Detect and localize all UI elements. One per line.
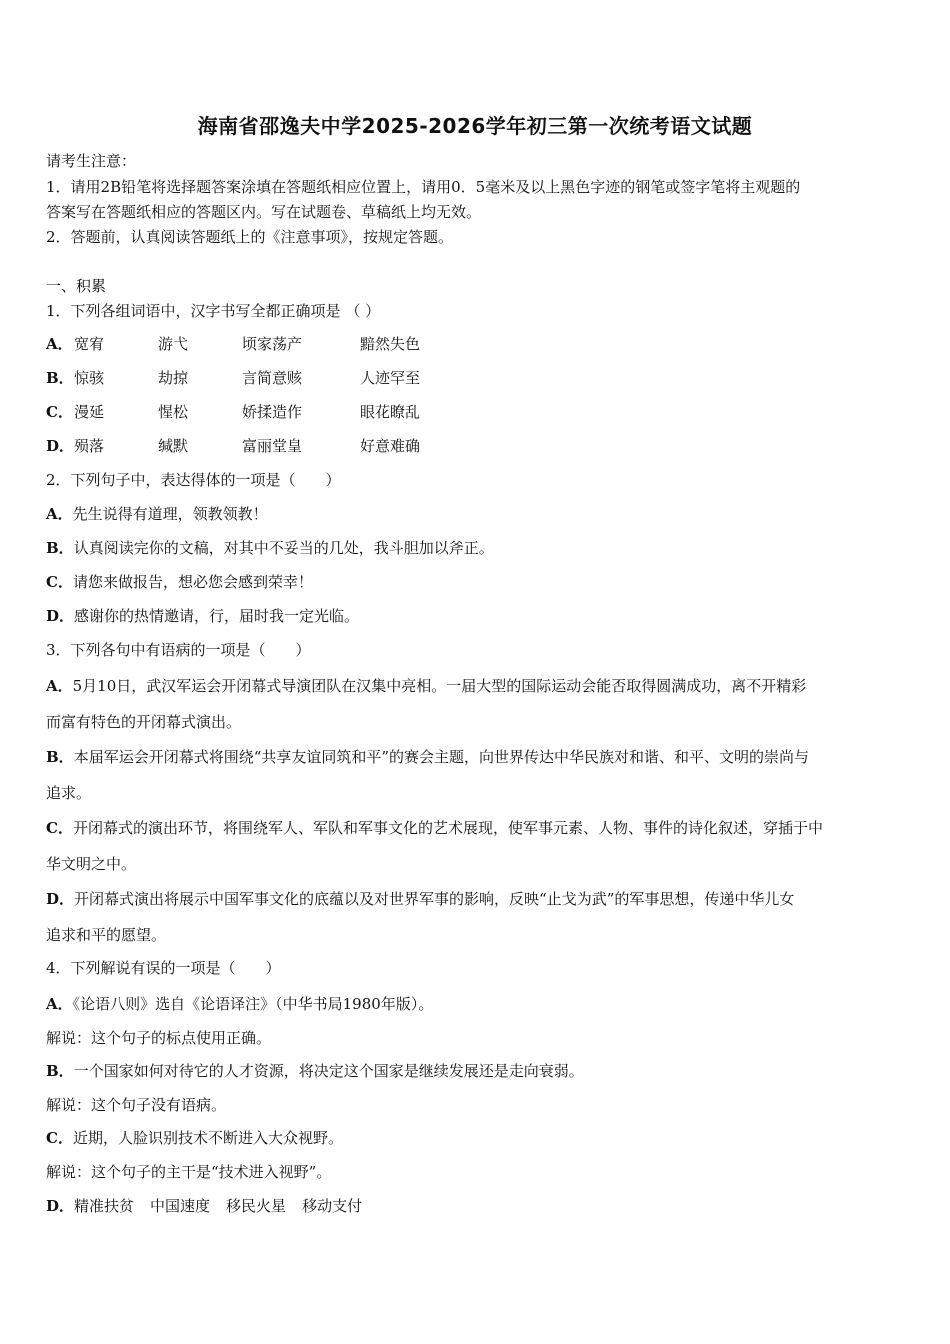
q4-option-b [46, 1061, 584, 1081]
word: 惺松 [158, 403, 189, 421]
notice-item-1-line-1: 1．请用2B铅笔将选择题答案涂填在答题纸相应位置上，请用0．5毫米及以上黑色字迹的钢笔或签字笔将主观题的 [46, 178, 801, 196]
option-text: 本届军运会开闭幕式将围绕“共享友谊同筑和平”的赛会主题，向世界传达中华民族对和谐、和平、文明的崇尚与 [73, 748, 810, 766]
word: 宽宥 [74, 335, 105, 353]
option-letter: B． [46, 1062, 74, 1080]
word: 娇揉造作 [242, 403, 303, 421]
q2-option-a [46, 504, 268, 524]
section-heading: 一、积累 [46, 277, 107, 295]
word: 精准扶贫 [74, 1197, 135, 1215]
word: 游弋 [158, 335, 189, 353]
word: 劫掠 [158, 369, 189, 387]
q3-option-b-line-1 [46, 747, 809, 767]
word: 好意难确 [360, 437, 421, 455]
q1-stem: 1．下列各组词语中，汉字书写全都正确项是 （ ） [46, 302, 381, 320]
q4-option-c [46, 1128, 343, 1148]
option-text: 请您来做报告，想必您会感到荣幸！ [72, 573, 313, 591]
q3-option-c-line-2: 华文明之中。 [46, 855, 137, 873]
option-text: 一个国家如何对待它的人才资源，将决定这个国家是继续发展还是走向衰弱。 [73, 1062, 584, 1080]
option-letter: A． [46, 505, 73, 523]
q4-option-b-note: 解说：这个句子没有语病。 [46, 1096, 227, 1114]
page-title: 海南省邵逸夫中学2025-2026学年初三第一次统考语文试题 [197, 114, 753, 138]
option-letter: D． [46, 890, 75, 908]
word: 富丽堂皇 [242, 437, 303, 455]
option-letter: C． [46, 819, 73, 837]
q2-stem: 2．下列句子中，表达得体的一项是（ ） [46, 471, 341, 489]
word: 缄默 [158, 437, 189, 455]
option-letter: B． [46, 748, 74, 766]
q3-option-d-line-2: 追求和平的愿望。 [46, 926, 167, 944]
option-letter: A． [46, 995, 73, 1013]
q3-option-b-line-2: 追求。 [46, 784, 92, 802]
q3-stem: 3．下列各句中有语病的一项是（ ） [46, 641, 311, 659]
word: 眼花瞭乱 [360, 403, 421, 421]
word: 殒落 [74, 437, 105, 455]
option-text: 近期，人脸识别技术不断进入大众视野。 [72, 1129, 343, 1147]
q4-stem: 4．下列解说有误的一项是（ ） [46, 959, 281, 977]
option-letter: D． [46, 1197, 75, 1215]
option-letter: D． [46, 607, 75, 625]
word: 中国速度 [150, 1197, 211, 1215]
option-letter: C． [46, 573, 73, 591]
option-letter: B． [46, 539, 74, 557]
option-letter: D． [46, 437, 75, 455]
notice-heading: 请考生注意： [46, 152, 137, 170]
option-text: 先生说得有道理，领教领教！ [72, 505, 268, 523]
q1-option-b [46, 368, 420, 388]
option-text: 开闭幕式的演出环节，将围绕军人、军队和军事文化的艺术展现，使军事元素、人物、事件的诗化叙述，穿插于中 [72, 819, 823, 837]
q4-option-c-note: 解说：这个句子的主干是“技术进入视野”。 [46, 1163, 332, 1181]
notice-item-2: 2．答题前，认真阅读答题纸上的《注意事项》，按规定答题。 [46, 228, 454, 246]
word: 言简意赅 [242, 369, 303, 387]
q3-option-a-line-1 [46, 676, 806, 696]
q1-option-c [46, 402, 420, 422]
q1-option-a [46, 334, 420, 354]
word: 黯然失色 [360, 335, 421, 353]
q4-option-a [46, 994, 433, 1014]
word: 漫延 [74, 403, 105, 421]
notice-item-1-line-2: 答案写在答题纸相应的答题区内。写在试题卷、草稿纸上均无效。 [46, 203, 482, 221]
q4-option-d [46, 1196, 362, 1216]
q2-option-d [46, 606, 359, 626]
option-text: 感谢你的热情邀请，行，届时我一定光临。 [74, 607, 360, 625]
option-letter: C． [46, 403, 73, 421]
q2-option-c [46, 572, 313, 592]
option-text: 《论语八则》选自《论语译注》（中华书局1980年版）。 [72, 995, 434, 1013]
word: 人迹罕至 [360, 369, 421, 387]
option-letter: A． [46, 335, 73, 353]
word: 顷家荡产 [242, 335, 303, 353]
q1-option-d [46, 436, 420, 456]
option-letter: C． [46, 1129, 73, 1147]
q3-option-d-line-1 [46, 889, 794, 909]
word: 移动支付 [302, 1197, 363, 1215]
q3-option-c-line-1 [46, 818, 823, 838]
q3-option-a-line-2: 而富有特色的开闭幕式演出。 [46, 713, 242, 731]
option-letter: A． [46, 677, 73, 695]
option-text: 开闭幕式演出将展示中国军事文化的底蕴以及对世界军事的影响，反映“止戈为武”的军事思想，传递中华儿女 [74, 890, 795, 908]
option-letter: B． [46, 369, 74, 387]
q2-option-b [46, 538, 494, 558]
word: 惊骇 [74, 369, 105, 387]
option-text: 认真阅读完你的文稿，对其中不妥当的几处，我斗胆加以斧正。 [73, 539, 494, 557]
q4-option-a-note: 解说：这个句子的标点使用正确。 [46, 1029, 272, 1047]
word: 移民火星 [226, 1197, 287, 1215]
option-text: 5月10日，武汉军运会开闭幕式导演团队在汉集中亮相。一届大型的国际运动会能否取得圆满成功，离不开精彩 [72, 677, 807, 695]
